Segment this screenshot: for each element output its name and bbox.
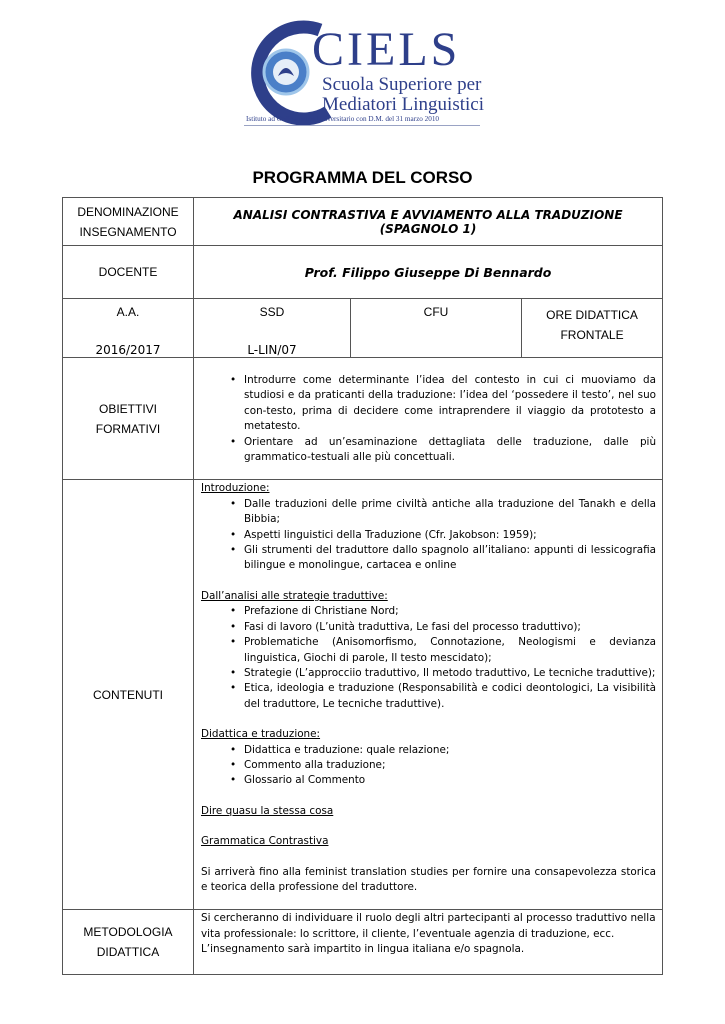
cell-academic-year (63, 299, 194, 358)
contenuti-content (194, 480, 663, 910)
label-metodologia-line1: METODOLOGIA (83, 925, 173, 940)
label-ore-didattica (522, 305, 662, 345)
obiettivi-list (244, 373, 656, 465)
course-name: ANALISI CONTRASTIVA E AVVIAMENTO ALLA TRADUZIONE (SPAGNOLO 1) (194, 198, 663, 246)
label-ore-line1: ORE DIDATTICA (546, 308, 638, 322)
label-aa: A.A. (116, 305, 140, 319)
contenuti-closing-text: Si arriverà fino alla feminist translation studies per fornire una consapevolezza storica e teorica della professione del traduttore. (201, 865, 657, 893)
teacher-name: Prof. Filippo Giuseppe Di Bennardo (194, 246, 663, 299)
list-item: • Fasi di lavoro (L’unità traduttiva, Le fasi del processo traduttivo); (244, 620, 656, 635)
list-item: • Orientare ad un’esaminazione dettagliata delle traduzione, dalle più grammatico-testuali alle più concettuali. (244, 435, 656, 466)
heading-grammatica: Grammatica Contrastiva (201, 835, 329, 848)
row-obiettivi (63, 358, 663, 480)
logo-divider (244, 125, 480, 126)
course-program-table (62, 197, 663, 975)
cell-ssd (194, 299, 351, 358)
cell-ore-didattica (522, 299, 663, 358)
list-item: • Glossario al Commento (244, 773, 656, 788)
logo-subtitle-2: Mediatori Linguistici (322, 94, 485, 115)
logo-wordmark: CIELS (312, 23, 461, 76)
row-docente (63, 246, 663, 299)
didattica-list (201, 743, 656, 789)
label-obiettivi (63, 358, 194, 480)
label-obiettivi-line1: OBIETTIVI (98, 401, 157, 416)
list-item: • Etica, ideologia e traduzione (Responsabilità e codici deontologici, La visibilità del traduttore, Le tecniche traduttive). (244, 681, 656, 712)
label-denominazione (63, 198, 194, 246)
label-ore-line2: FRONTALE (560, 328, 624, 342)
heading-analisi: Dall’analisi alle strategie traduttive: (201, 589, 388, 602)
row-denominazione (63, 198, 663, 246)
list-item: • Problematiche (Anisomorfismo, Connotazione, Neologismi e devianza linguistica, Giochi di parole, Il testo mescidato); (244, 635, 656, 666)
label-cfu: CFU (423, 305, 449, 319)
label-docente: DOCENTE (63, 246, 194, 299)
label-contenuti: CONTENUTI (63, 480, 194, 910)
metodologia-text-1: Si cercheranno di individuare il ruolo degli altri partecipanti al processo traduttivo nella vita professionale: lo scrittore, il cliente, l’eventuale agenzia di traduzione, ecc. (201, 912, 656, 940)
heading-introduzione: Introduzione: (201, 482, 270, 495)
heading-didattica: Didattica e traduzione: (201, 728, 321, 741)
label-metodologia (63, 910, 194, 975)
logo-institute-note: Istituto ad Ordinamento Universitario con D.M. del 31 marzo 2010 (246, 115, 440, 123)
list-item: • Aspetti linguistici della Traduzione (Cfr. Jakobson: 1959); (244, 528, 656, 543)
list-item: • Introdurre come determinante l’idea del contesto in cui ci muoviamo da studiosi e da praticanti della traduzione: l’idea del ‘possedere il testo’, nel suo con-testo, prima di decidere come intraprendere il viaggio da prototesto a metatesto. (244, 373, 656, 435)
label-ssd: SSD (259, 305, 285, 319)
academic-year-value: 2016/2017 (95, 343, 161, 357)
obiettivi-content (194, 358, 663, 480)
list-item: • Dalle traduzioni delle prime civiltà antiche alla traduzione del Tanakh e della Bibbia; (244, 497, 656, 528)
list-item: • Strategie (L’approcciio traduttivo, Il metodo traduttivo, Le tecniche traduttive); (244, 666, 656, 681)
heading-dire-quasi: Dire quasu la stessa cosa (201, 804, 334, 817)
cell-cfu (351, 299, 522, 358)
list-item: • Gli strumenti del traduttore dallo spagnolo all’italiano: appunti di lessicografia bilingue e monolingue, cartacea e online (244, 543, 656, 574)
row-metodologia (63, 910, 663, 975)
metodologia-content (194, 910, 663, 975)
analisi-list (201, 604, 656, 712)
logo-subtitle-1: Scuola Superiore per (322, 74, 482, 95)
row-contenuti (63, 480, 663, 910)
list-item: • Commento alla traduzione; (244, 758, 656, 773)
label-obiettivi-line2: FORMATIVI (95, 421, 161, 436)
label-denominazione-line1: DENOMINAZIONE (77, 204, 179, 219)
ssd-value: L-LIN/07 (247, 343, 297, 357)
list-item: • Didattica e traduzione: quale relazione; (244, 743, 656, 758)
list-item: • Prefazione di Christiane Nord; (244, 604, 656, 619)
institution-logo (238, 16, 488, 132)
introduzione-list (201, 497, 656, 574)
page-title: PROGRAMMA DEL CORSO (252, 168, 473, 187)
label-denominazione-line2: INSEGNAMENTO (79, 224, 177, 239)
metodologia-text-2: L’insegnamento sarà impartito in lingua italiana e/o spagnola. (201, 943, 525, 956)
row-info (63, 299, 663, 358)
label-metodologia-line2: DIDATTICA (96, 945, 160, 960)
